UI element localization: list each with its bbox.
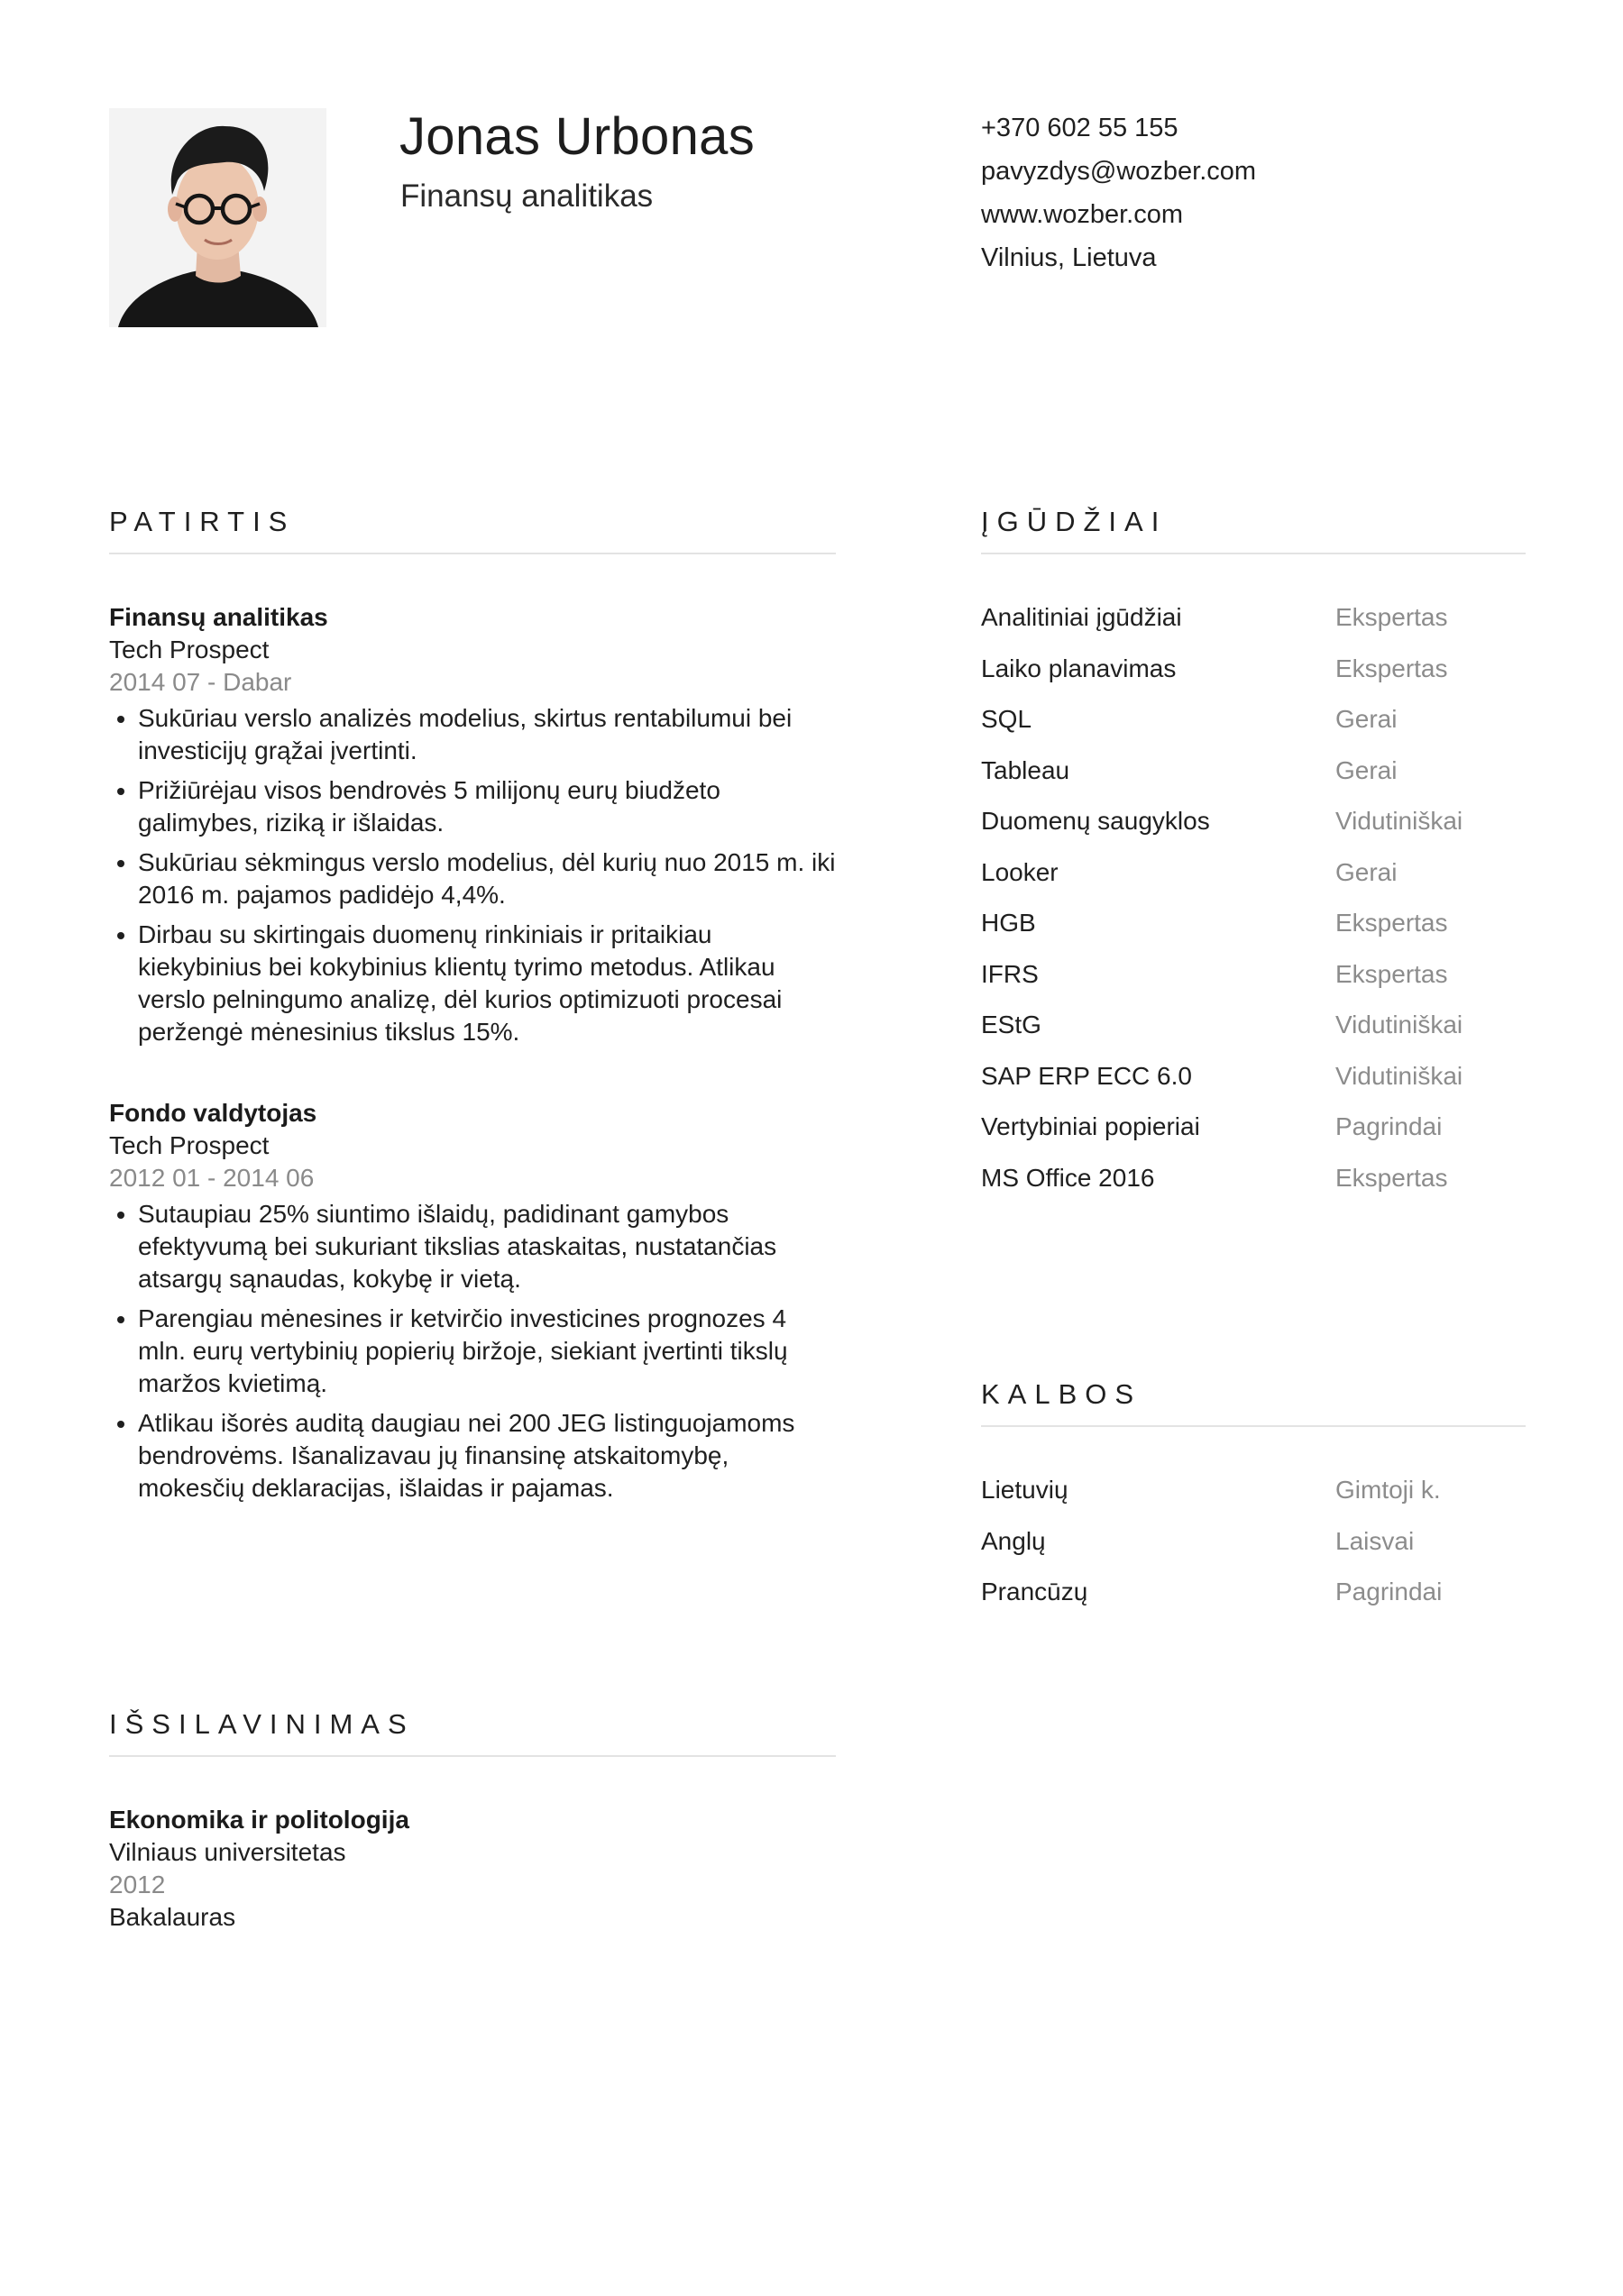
section-title-experience: PATIRTIS <box>109 506 296 537</box>
entry-bullets <box>109 702 836 1048</box>
skill-row <box>981 703 1526 755</box>
entry-organization: Tech Prospect <box>109 1131 270 1159</box>
skill-row <box>981 805 1526 856</box>
skill-name: SAP ERP ECC 6.0 <box>981 1061 1192 1090</box>
skill-row <box>981 755 1526 806</box>
entry-role: Fondo valdytojas <box>109 1099 317 1127</box>
skill-name: MS Office 2016 <box>981 1163 1155 1192</box>
candidate-title: Finansų analitikas <box>400 178 654 214</box>
language-row <box>981 1474 1526 1525</box>
experience-entry <box>109 601 836 1048</box>
candidate-name: Jonas Urbonas <box>399 107 756 166</box>
bullet-item: • Prižiūrėjau visos bendrovės 5 milijonų eurų biudžeto galimybes, riziką ir išlaidas. <box>138 774 836 839</box>
languages-section <box>981 1378 1526 1627</box>
skill-level: Gerai <box>1335 705 1398 733</box>
skill-level: Ekspertas <box>1335 654 1448 682</box>
skill-name: Tableau <box>981 755 1070 784</box>
language-name: Prancūzų <box>981 1578 1088 1605</box>
entry-date: 2012 01 - 2014 06 <box>109 1164 315 1192</box>
language-row <box>981 1576 1526 1627</box>
contact-phone: +370 602 55 155 <box>981 114 1178 142</box>
education-school: Vilniaus universitetas <box>109 1838 346 1866</box>
education-field: Ekonomika ir politologija <box>109 1806 409 1834</box>
experience-section <box>109 506 836 1512</box>
skill-level: Vidutiniškai <box>1335 1011 1463 1038</box>
skill-row <box>981 958 1526 1010</box>
skill-row <box>981 1009 1526 1060</box>
entry-date: 2014 07 - Dabar <box>109 668 292 696</box>
skill-level: Pagrindai <box>1335 1112 1443 1140</box>
bullet-item: • Sutaupiau 25% siuntimo išlaidų, padidinant gamybos efektyvumą bei sukuriant tikslias ataskaitas, nustatančias atsargų sąnaudas, kokybę ir vietą. <box>138 1198 836 1295</box>
skill-name: Vertybiniai popieriai <box>981 1112 1200 1140</box>
skill-level: Vidutiniškai <box>1335 807 1463 835</box>
entry-bullets <box>109 1198 836 1505</box>
skill-row <box>981 1111 1526 1162</box>
skills-section <box>981 506 1526 1212</box>
contact-email: pavyzdys@wozber.com <box>981 157 1257 186</box>
skill-name: SQL <box>981 705 1032 733</box>
bullet-item: • Parengiau mėnesines ir ketvirčio investicines prognozes 4 mln. eurų vertybinių popierių biržoje, siekiant įvertinti tikslų maržos kvietimą. <box>138 1303 836 1400</box>
skill-level: Vidutiniškai <box>1335 1061 1463 1090</box>
section-divider <box>981 553 1526 554</box>
section-title-skills: ĮGŪDŽIAI <box>981 506 1168 537</box>
skill-level: Ekspertas <box>1335 959 1448 988</box>
contact-location: Vilnius, Lietuva <box>981 243 1157 272</box>
entry-organization: Tech Prospect <box>109 636 270 663</box>
bullet-item: • Dirbau su skirtingais duomenų rinkiniais ir pritaikiau kiekybinius bei kokybinius klientų tyrimo metodus. Atlikau verslo pelningumo analizę, dėl kurios optimizuoti procesai peržengė mėnesinius tikslus 15%. <box>138 919 836 1048</box>
bullet-item: • Sukūriau verslo analizės modelius, skirtus rentabilumui bei investicijų grąžai įvertinti. <box>138 702 836 767</box>
skill-level: Gerai <box>1335 857 1398 886</box>
bullet-item: • Atlikau išorės auditą daugiau nei 200 JEG listinguojamoms bendrovėms. Išanalizavau jų finansinę atskaitomybę, mokesčių deklaracijas, išlaidas ir pajamas. <box>138 1407 836 1505</box>
skill-row <box>981 1060 1526 1111</box>
language-name: Lietuvių <box>981 1476 1068 1504</box>
contact-info <box>981 106 1540 279</box>
education-entry <box>109 1804 836 1934</box>
skill-level: Ekspertas <box>1335 603 1448 631</box>
section-divider <box>981 1425 1526 1427</box>
language-name: Anglų <box>981 1526 1046 1555</box>
skill-name: Laiko planavimas <box>981 654 1177 682</box>
skill-name: IFRS <box>981 959 1039 988</box>
language-level: Gimtoji k. <box>1335 1476 1441 1504</box>
section-divider <box>109 1755 836 1757</box>
skill-name: Analitiniai įgūdžiai <box>981 603 1182 631</box>
skills-list <box>981 601 1526 1212</box>
skill-row <box>981 653 1526 704</box>
skill-level: Ekspertas <box>1335 1163 1448 1192</box>
skill-row <box>981 601 1526 653</box>
education-year: 2012 <box>109 1871 166 1898</box>
bullet-item: • Sukūriau sėkmingus verslo modelius, dėl kurių nuo 2015 m. iki 2016 m. pajamos padidėjo 4,4%. <box>138 846 836 911</box>
language-row <box>981 1525 1526 1577</box>
skill-level: Gerai <box>1335 755 1398 784</box>
entry-role: Finansų analitikas <box>109 603 328 631</box>
skill-row <box>981 1162 1526 1213</box>
language-level: Laisvai <box>1335 1526 1415 1555</box>
skill-name: EStG <box>981 1011 1041 1038</box>
education-section <box>109 1708 836 1934</box>
languages-list <box>981 1474 1526 1627</box>
person-photo-icon <box>109 108 326 327</box>
skill-name: Looker <box>981 857 1059 886</box>
section-divider <box>109 553 836 554</box>
section-title-education: IŠSILAVINIMAS <box>109 1708 415 1740</box>
language-level: Pagrindai <box>1335 1578 1443 1605</box>
skill-row <box>981 856 1526 908</box>
education-degree: Bakalauras <box>109 1903 236 1931</box>
skill-level: Ekspertas <box>1335 909 1448 937</box>
skill-row <box>981 907 1526 958</box>
skill-name: HGB <box>981 909 1036 937</box>
section-title-languages: KALBOS <box>981 1378 1142 1410</box>
experience-entry <box>109 1097 836 1505</box>
skill-name: Duomenų saugyklos <box>981 807 1210 835</box>
contact-website: www.wozber.com <box>981 200 1184 229</box>
